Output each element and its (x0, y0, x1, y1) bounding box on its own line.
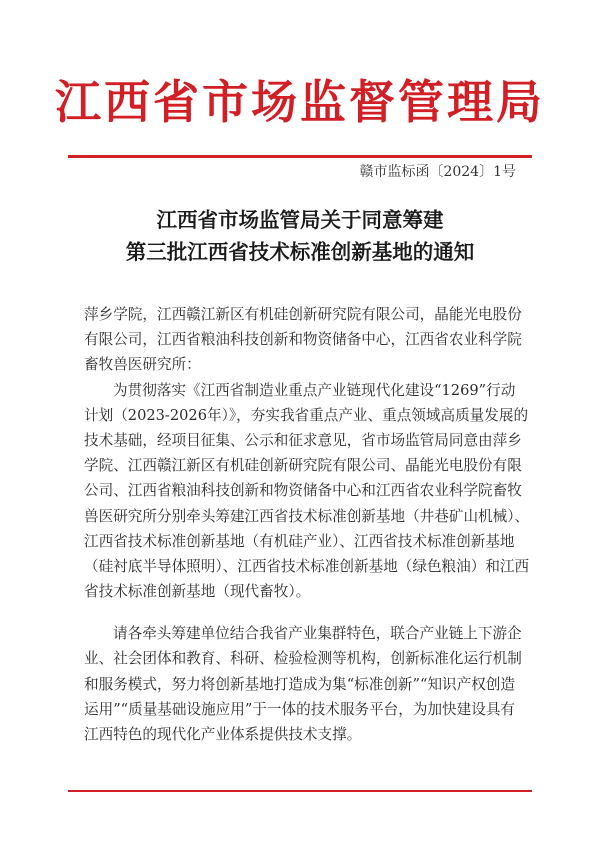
paragraph-line: 业、社会团体和教育、科研、检验检测等机构，创新标准化运行机制 (84, 650, 522, 668)
document-number: 赣市监标函〔2024〕1号 (359, 164, 516, 180)
paragraph-line: （硅衬底半导体照明）、江西省技术标准创新基地（绿色粮油）和江西 (84, 557, 530, 575)
paragraph-line: 运用”“质量基础设施应用”于一体的技术服务平台，为加快建设具有 (84, 700, 516, 718)
paragraph-line: 省技术标准创新基地（现代畜牧）。 (84, 583, 311, 601)
footer-red-rule (68, 790, 532, 792)
agency-letterhead-title: 江西省市场监督管理局 (55, 75, 545, 129)
notice-title-line-2: 第三批江西省技术标准创新基地的通知 (125, 240, 475, 264)
addressee-block (84, 302, 524, 378)
notice-body (84, 302, 530, 747)
header-red-rule (68, 155, 532, 158)
paragraph-line: 公司、江西省粮油科技创新和物资储备中心和江西省农业科学院畜牧 (84, 482, 522, 500)
paragraph-line: 江西省技术标准创新基地（有机硅产业）、江西省技术标准创新基地 (84, 532, 515, 550)
paragraph-spacer (84, 604, 524, 621)
paragraph-line: 和服务模式，努力将创新基地打造成为集“标准创新”“知识产权创造 (84, 675, 516, 693)
paragraph-line: 技术基础，经项目征集、公示和征求意见，省市场监管局同意由萍乡 (84, 431, 522, 449)
paragraph-line: 学院、江西赣江新区有机硅创新研究院有限公司、晶能光电股份有限 (84, 457, 522, 475)
paragraph-line: 江西特色的现代化产业体系提供技术支撑。 (84, 726, 362, 743)
addressee-line: 有限公司，江西省粮油科技创新和物资储备中心，江西省农业科学院 (84, 331, 522, 349)
paragraph-line: 请各牵头筹建单位结合我省产业集群特色，联合产业链上下游企 (113, 625, 522, 643)
notice-title-line-1: 江西省市场监管局关于同意筹建 (156, 208, 444, 232)
paragraph-line: 计划（2023-2026年）》，夯实我省重点产业、重点领域高质量发展的 (84, 406, 529, 424)
paragraph-1 (84, 378, 530, 605)
addressee-line: 畜牧兽医研究所： (84, 356, 201, 374)
paragraph-line: 兽医研究所分别牵头筹建江西省技术标准创新基地（井巷矿山机械）、 (84, 507, 530, 525)
addressee-line: 萍乡学院，江西赣江新区有机硅创新研究院有限公司，晶能光电股份 (84, 306, 522, 323)
paragraph-2 (84, 621, 524, 747)
paragraph-line: 为贯彻落实《江西省制造业重点产业链现代化建设“1269”行动 (113, 381, 516, 399)
